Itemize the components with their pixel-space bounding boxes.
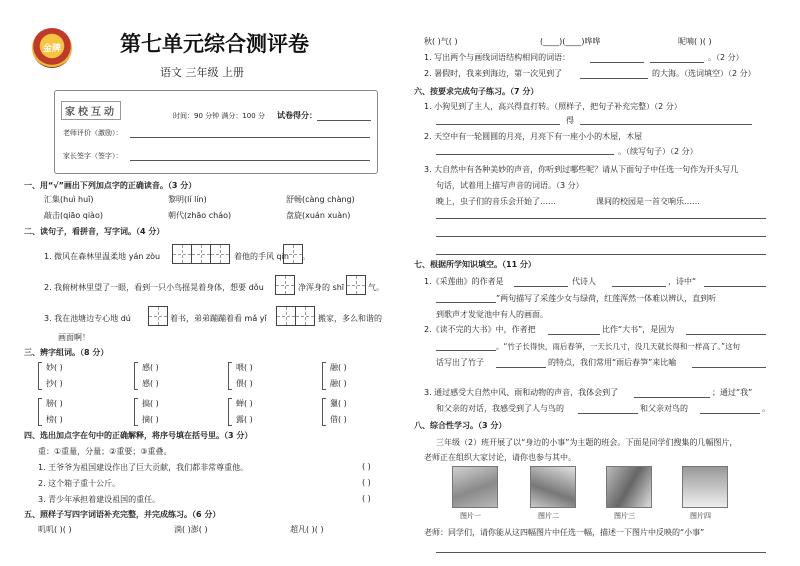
answer-line[interactable] [436, 302, 496, 303]
answer-paren[interactable]: ( ) [362, 462, 371, 471]
q1-title: 一、用“√”画出下列加点字的正确读音。（3 分） [24, 181, 197, 190]
answer-paren[interactable]: ( ) [362, 494, 371, 503]
answer-line[interactable] [514, 286, 568, 287]
bracket [134, 398, 138, 426]
photo-caption: 图片三 [614, 512, 635, 520]
q2-sentence: 净浑身的 shī [298, 283, 345, 292]
logo-text: 金牌 [42, 44, 61, 54]
q3-item[interactable]: 喂( ) [236, 363, 253, 372]
q7-question: 3. 通过感受大自然中风、雨和动物的声音，我体会到了 [424, 388, 619, 397]
answer-line[interactable] [436, 552, 766, 553]
q8-title: 八、综合性学习。（3 分） [414, 421, 507, 430]
photo-caption: 图片四 [690, 512, 711, 520]
q7-question: 话写出了竹子 [436, 358, 484, 367]
q4-options: 重：①重量，分量；②重要；③重叠。 [38, 447, 172, 456]
parent-sign: 家长签字（签字）： [63, 152, 123, 160]
q2-sentence: 画面啊！ [58, 333, 90, 342]
answer-line[interactable] [704, 286, 766, 287]
q2-sentence: 。 [302, 252, 310, 261]
char-box[interactable] [275, 275, 295, 295]
q3-item[interactable]: 露( ) [236, 415, 253, 424]
answer-line[interactable] [692, 367, 766, 368]
q6-question: 。（续写句子）（2 分） [618, 147, 698, 156]
q6-question: 晚上，虫子们的音乐会开始了…… [436, 197, 556, 206]
q7-question: 和父亲的对话，我感受到了人与鸟的 [436, 404, 564, 413]
q4-item: 1. 王爷爷为祖国建设作出了巨大贡献，我们都非常尊重他。 [38, 463, 249, 472]
answer-line[interactable] [436, 254, 766, 255]
bracket [38, 398, 42, 426]
page-subtitle: 语文 三年级 上册 [160, 66, 244, 79]
q8-prompt: 老师：同学们，请你能从这四幅图片中任选一幅，描述一下图片中反映的“小事” [424, 528, 705, 537]
answer-line[interactable] [436, 154, 614, 155]
q4-title: 四、选出加点字在句中的正确解释，将序号填在括号里。（3 分） [24, 431, 253, 440]
q2-sentence: 1. 微风在森林里温柔地 yán zòu [44, 252, 161, 261]
box-label: 家校互动 [61, 101, 121, 120]
q6-question: 3. 大自然中有各种美妙的声音，你听到过哪些呢？请从下面句子中任选一句作为开头写几 [424, 165, 739, 174]
q3-item[interactable]: 偎( ) [236, 379, 253, 388]
answer-line[interactable] [580, 78, 648, 79]
q2-sentence: 搬家，多么和谐的 [318, 314, 382, 323]
time-score: 时间：90 分钟 满分：100 分 [173, 112, 265, 120]
q6-question: 1. 小狗见到了主人，高兴得直打转。（照样子，把句子补充完整）（2 分） [424, 102, 682, 111]
q5-item[interactable]: (____)(____)哗哗 [540, 37, 601, 46]
q5-item[interactable]: 淌( )澎( ) [174, 525, 208, 534]
answer-line[interactable] [436, 124, 560, 125]
answer-line[interactable] [650, 62, 704, 63]
answer-line[interactable] [436, 350, 496, 351]
q2-sentence: 气。 [368, 283, 384, 292]
q3-item[interactable]: 摘( ) [142, 415, 159, 424]
answer-line[interactable] [578, 413, 638, 414]
q1-item[interactable]: 敲击(qiāo qiào) [44, 211, 103, 220]
photo-3[interactable] [606, 466, 652, 508]
answer-line[interactable] [436, 236, 766, 237]
photo-1[interactable] [452, 466, 498, 508]
q7-title: 七、根据所学知识填空。（11 分） [414, 260, 536, 269]
photo-2[interactable] [530, 466, 576, 508]
q5-item[interactable]: 超凡( )( ) [290, 525, 324, 534]
q7-question: 和父亲对鸟的 [640, 404, 688, 413]
q2-sentence: 3. 我在池塘边专心地 dú [44, 314, 131, 323]
q3-title: 三、辨字组词。（8 分） [24, 348, 109, 357]
photo-4[interactable] [682, 466, 728, 508]
char-box[interactable] [295, 306, 315, 326]
answer-line[interactable] [686, 334, 766, 335]
q3-item[interactable]: 融( ) [330, 379, 347, 388]
answer-line[interactable] [590, 62, 644, 63]
score-note: 。（2 分） [708, 53, 744, 62]
teacher-note: 老师评价（激励）： [63, 129, 123, 137]
bracket [134, 362, 138, 390]
q7-question: 1.《采莲曲》的作者是 [424, 277, 504, 286]
q7-question: 代诗人 [572, 277, 596, 286]
bracket [322, 398, 326, 426]
char-box[interactable] [346, 275, 366, 295]
answer-line[interactable] [580, 124, 752, 125]
q6-title: 六、按要求完成句子练习。（7 分） [414, 87, 539, 96]
q3-item[interactable]: 借( ) [330, 415, 347, 424]
photo-caption: 图片二 [538, 512, 559, 520]
bracket [322, 362, 326, 390]
q5-item[interactable]: 呢喃( )( ) [678, 37, 712, 46]
q7-question: 比作“大书”，是因为 [602, 325, 675, 334]
q3-item[interactable]: 搞( ) [142, 399, 159, 408]
q3-item[interactable]: 感( ) [142, 379, 159, 388]
q5-question: 的大海。（选词填空）（2 分） [652, 69, 756, 78]
answer-paren[interactable]: ( ) [362, 478, 371, 487]
answer-line[interactable] [634, 397, 710, 398]
q5-question: 1. 写出两个与画线词语结构相同的词语： [424, 53, 571, 62]
q7-question: ，诗中“ [668, 277, 697, 286]
q7-question: ”两句描写了采莲少女与绿荷，红莲浑然一体难以辨认，直到听 [496, 294, 717, 303]
q2-sentence: 着他的手风 qín [234, 252, 289, 261]
q1-item[interactable]: 朝代(zhāo cháo) [168, 211, 232, 220]
home-school-box [54, 90, 378, 174]
char-box[interactable] [148, 306, 168, 326]
score-label: 试卷得分： [277, 111, 317, 120]
answer-line[interactable] [700, 413, 760, 414]
photo-caption: 图片一 [460, 512, 481, 520]
q7-question: 的特点，我们常用“雨后春笋”来比喻 [548, 358, 677, 367]
page-title: 第七单元综合测评卷 [120, 31, 309, 56]
char-box[interactable] [276, 306, 296, 326]
q3-item[interactable]: 融( ) [330, 363, 347, 372]
char-box[interactable] [210, 244, 230, 264]
bracket [38, 362, 42, 390]
q7-question: 2.《读不完的大书》中，作者把 [424, 325, 536, 334]
answer-line[interactable] [496, 367, 546, 368]
q1-item[interactable]: 舒畅(càng chàng) [286, 195, 355, 204]
q6-question: 句话，试着用上描写声音的词语。（3 分） [436, 181, 584, 190]
q6-question: 2. 天空中有一轮圆圆的月亮，月亮下有一座小小的木屋，木屋 [424, 132, 643, 141]
answer-line[interactable] [612, 286, 666, 287]
char-box[interactable] [283, 244, 303, 264]
q4-item: 2. 这个箱子重十公斤。 [38, 479, 121, 488]
q6-question: 课间的校园是一首交响乐…… [596, 197, 700, 206]
answer-line[interactable] [436, 218, 766, 219]
q3-item[interactable]: 榜( ) [46, 415, 63, 424]
q7-question: ；通过“我” [712, 388, 753, 397]
q1-item[interactable]: 汇集(huì huǐ) [44, 195, 94, 204]
q3-item[interactable]: 膀( ) [46, 399, 63, 408]
q2-sentence: 2. 我俯树林里望了一眼，看到一只小鸟摇晃着身体，想要 dǒu [44, 283, 264, 292]
q8-paragraph: 老师正在组织大家讨论，请你也参与其中。 [424, 453, 576, 462]
q7-question: 到歌声才发觉池中有人的画面。 [436, 310, 548, 319]
publisher-logo [32, 28, 72, 68]
q6-question: 得 [566, 116, 574, 125]
q7-question: 。 [762, 404, 770, 413]
q4-item: 3. 青少年承担着建设祖国的重任。 [38, 495, 161, 504]
q3-item[interactable]: 蝉( ) [236, 399, 253, 408]
q3-item[interactable]: 抄( ) [46, 379, 63, 388]
q1-item[interactable]: 盘旋(xuán xuàn) [286, 211, 351, 220]
q3-item[interactable]: 妙( ) [46, 363, 63, 372]
answer-line[interactable] [548, 334, 600, 335]
q5-question: 2. 暑假时，我来到海边，第一次见到了 [424, 69, 563, 78]
q2-title: 二、读句子，看拼音，写字词。（4 分） [24, 227, 165, 236]
q5-title: 五、照样子写四字词语补充完整，并完成练习。（6 分） [24, 510, 221, 519]
q3-item[interactable]: 感( ) [142, 363, 159, 372]
score-line[interactable] [317, 120, 371, 121]
q5-item[interactable]: 叽叽( )( ) [38, 525, 72, 534]
char-box[interactable] [172, 244, 192, 264]
bracket [228, 362, 232, 390]
char-box[interactable] [191, 244, 211, 264]
q2-sentence: 着书，弟弟蹦蹦着看 mǎ yǐ [170, 314, 267, 323]
bracket [228, 398, 232, 426]
q8-paragraph: 三年级（2）班开展了以“身边的小事”为主题的班会。下面是同学们搜集的几幅图片， [436, 438, 738, 447]
q5-item[interactable]: 秋( )气( ) [424, 37, 458, 46]
q3-item[interactable]: 獵( ) [330, 399, 347, 408]
q7-question: 。“竹子长得快，雨后春笋，一天长几寸，没几天就长得和一样高了。”这句 [496, 342, 741, 351]
q1-item[interactable]: 黎明(lí lín) [168, 195, 207, 204]
